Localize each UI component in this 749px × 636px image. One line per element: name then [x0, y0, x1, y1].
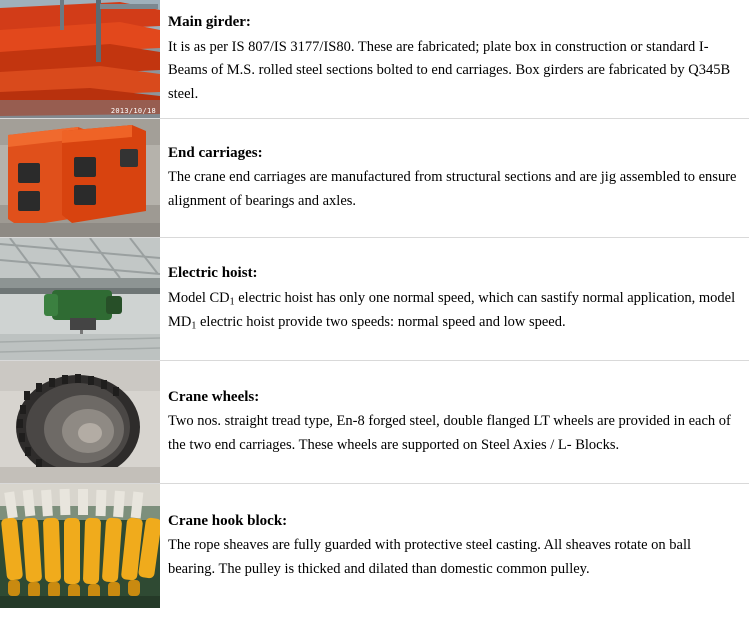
row-text-cell: [160, 484, 749, 609]
table-row: [0, 484, 749, 609]
row-image-cell: [0, 484, 160, 609]
crane-wheels-image: [0, 361, 160, 483]
image-date-stamp: 2013/10/18: [110, 107, 156, 115]
item-description-electric-hoist: [168, 287, 737, 334]
row-image-cell: [0, 0, 160, 119]
desc-sub-1: 1: [229, 296, 235, 308]
main-girder-image: [0, 0, 160, 118]
row-image-cell: [0, 119, 160, 238]
desc-part-3: electric hoist provide two speeds: normal speed and low speed.: [196, 313, 566, 330]
desc-part-2: electric hoist has only one normal speed, which can sastify normal application, model MD: [168, 290, 736, 330]
table-row: [0, 0, 749, 119]
crane-hook-block-image: [0, 484, 160, 608]
item-title-main-girder: Main girder:: [168, 13, 251, 30]
row-text-cell: [160, 238, 749, 361]
row-text-cell: [160, 119, 749, 238]
item-description-crane-wheels: Two nos. straight tread type, En-8 forged steel, double flanged LT wheels are provided in each of the two end carriages. These wheels are supported on Steel Axies / L- Blocks.: [168, 413, 731, 453]
electric-hoist-image: [0, 238, 160, 360]
item-description-end-carriages: The crane end carriages are manufactured from structural sections and are jig assembled to ensure alignment of bearings and axles.: [168, 169, 737, 209]
table-row: [0, 361, 749, 484]
row-text-cell: [160, 0, 749, 119]
desc-sub-2: 1: [191, 320, 197, 332]
item-title-electric-hoist: Electric hoist:: [168, 265, 258, 282]
desc-part-1: Model CD: [168, 290, 230, 307]
table-row: [0, 238, 749, 361]
table-row: [0, 119, 749, 238]
row-image-cell: [0, 361, 160, 484]
item-title-crane-wheels: Crane wheels:: [168, 388, 260, 405]
row-image-cell: [0, 238, 160, 361]
item-title-end-carriages: End carriages:: [168, 144, 263, 161]
item-description-crane-hook-block: The rope sheaves are fully guarded with protective steel casting. All sheaves rotate on ball bearing. The pulley is thicked and dilated than domestic common pulley.: [168, 537, 692, 577]
item-description-main-girder: It is as per IS 807/IS 3177/IS80. These are fabricated; plate box in construction or standard I-Beams of M.S. rolled steel sections bolted to end carriages. Box girders are fabricated by Q345B steel.: [168, 38, 731, 102]
item-title-crane-hook-block: Crane hook block:: [168, 512, 288, 529]
row-text-cell: [160, 361, 749, 484]
end-carriages-image: [0, 119, 160, 237]
